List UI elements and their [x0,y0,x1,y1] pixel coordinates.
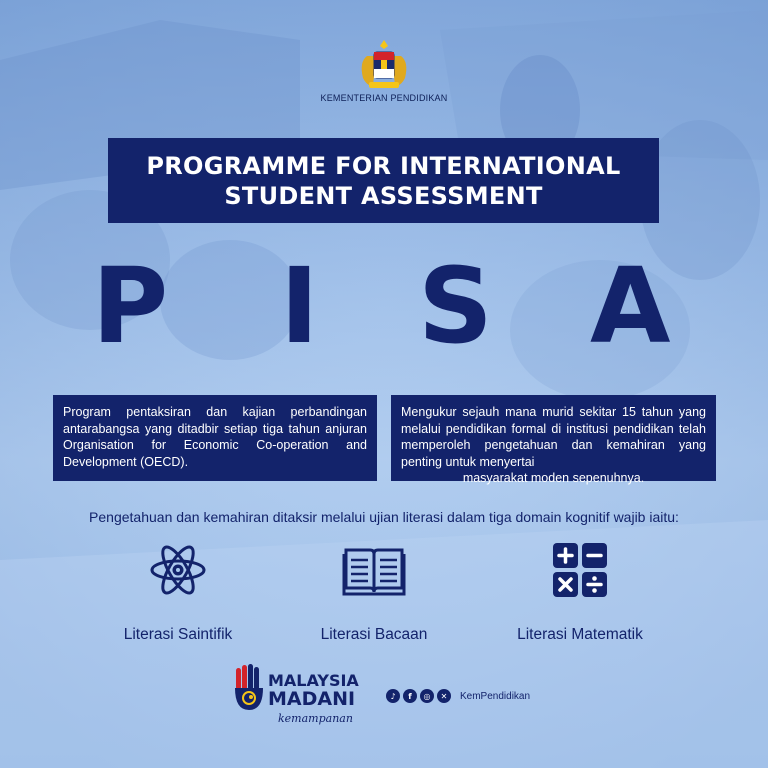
title-line-2: STUDENT ASSESSMENT [224,181,543,210]
facebook-icon[interactable]: f [403,689,417,703]
description-measure [391,395,716,485]
tiktok-icon[interactable]: ♪ [386,689,400,703]
social-media-bar [386,689,530,703]
madani-hand-emblem-icon [235,664,263,710]
ministry-name: KEMENTERIAN PENDIDIKAN [320,93,448,103]
ministry-crest-icon [353,38,415,94]
title-banner [108,138,659,223]
domain-label: Literasi Saintifik [123,626,233,643]
acronym-letter-i: I [280,245,319,367]
domain-label: Literasi Bacaan [320,626,428,643]
domain-label: Literasi Matematik [517,626,643,643]
domains-intro: Pengetahuan dan kemahiran ditaksir melalui ujian literasi dalam tiga domain kognitif wajib iaitu: [89,509,679,525]
social-handle[interactable]: KemPendidikan [460,690,531,702]
domain-reading [264,540,484,644]
atom-icon [148,540,208,600]
description-measure-text: Mengukur sejauh mana murid sekitar 15 tahun yang melalui pendidikan formal di institusi pendidikan telah memperoleh pengetahuan dan kemahiran yang penting untuk menyertai [401,405,706,469]
svg-text:MALAYSIA: MALAYSIA [268,671,359,690]
acronym-letter-s: S [418,245,493,367]
description-measure-last-line: masyarakat moden sepenuhnya. [462,471,645,485]
domain-scientific [68,540,288,644]
instagram-icon[interactable]: ◎ [420,689,434,703]
acronym-letter-p: P [92,245,169,367]
math-operators-icon [550,540,610,600]
description-oecd: Program pentaksiran dan kajian perbandingan antarabangsa yang ditadbir setiap tiga tahun anjuran Organisation for Economic Co-operation and Development (OECD). [53,395,377,481]
domain-mathematical [470,540,690,644]
x-icon[interactable]: ✕ [437,689,451,703]
open-book-icon [342,540,406,600]
svg-text:kemampanan: kemampanan [278,712,353,725]
title-line-1: PROGRAMME FOR INTERNATIONAL [146,151,621,180]
malaysia-madani-logo [232,662,372,734]
svg-text:MADANI: MADANI [268,688,356,710]
acronym-letter-a: A [590,245,671,367]
pisa-acronym [0,245,768,367]
